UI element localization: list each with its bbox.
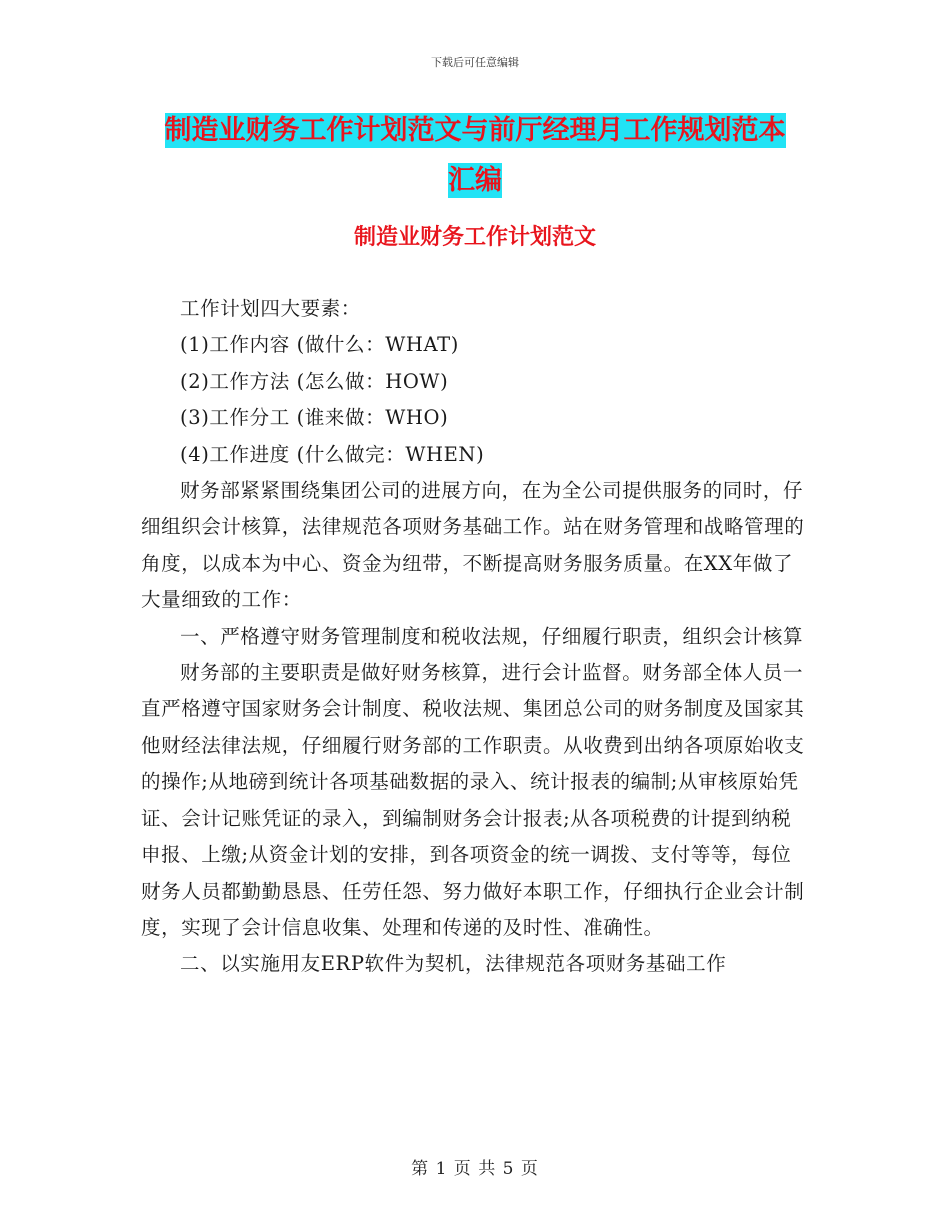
list-item: (4)工作进度 (什么做完：WHEN)	[180, 442, 485, 466]
list-item: (2)工作方法 (怎么做：HOW)	[180, 369, 449, 393]
section-heading-1: 一、严格遵守财务管理制度和税收法规，仔细履行职责，组织会计核算	[180, 624, 804, 648]
document-title	[140, 106, 810, 206]
page-footer: 第 1 页 共 5 页	[411, 1159, 539, 1179]
header-note: 下载后可任意编辑	[431, 56, 519, 69]
list-item: (3)工作分工 (谁来做：WHO)	[180, 406, 449, 430]
document-body	[141, 291, 811, 983]
section-heading-2: 二、以实施用友ERP软件为契机，法律规范各项财务基础工作	[180, 952, 727, 976]
document-title-line1: 制造业财务工作计划范文与前厅经理月工作规划范本	[164, 115, 786, 146]
paragraph: 财务部紧紧围绕集团公司的进展方向，在为全公司提供服务的同时，仔细组织会计核算，法律规范各项财务基础工作。站在财务管理和战略管理的角度，以成本为中心、资金为纽带，不断提高财务服务质量。在XX年做了大量细致的工作：	[141, 479, 805, 612]
section-title: 制造业财务工作计划范文	[353, 225, 596, 250]
paragraph: 财务部的主要职责是做好财务核算，进行会计监督。财务部全体人员一直严格遵守国家财务会计制度、税收法规、集团总公司的财务制度及国家其他财经法律法规，仔细履行财务部的工作职责。从收费到出纳各项原始收支的操作;从地磅到统计各项基础数据的录入、统计报表的编制;从审核原始凭证、会计记账凭证的录入，到编制财务会计报表;从各项税费的计提到纳税申报、上缴;从资金计划的安排，到各项资金的统一调拨、支付等等，每位财务人员都勤勤恳恳、任劳任怨、努力做好本职工作，仔细执行企业会计制度，实现了会计信息收集、处理和传递的及时性、准确性。	[141, 661, 805, 939]
document-title-line2: 汇编	[448, 165, 502, 196]
list-item: (1)工作内容 (做什么：WHAT)	[180, 333, 459, 357]
paragraph-intro: 工作计划四大要素：	[180, 297, 361, 320]
